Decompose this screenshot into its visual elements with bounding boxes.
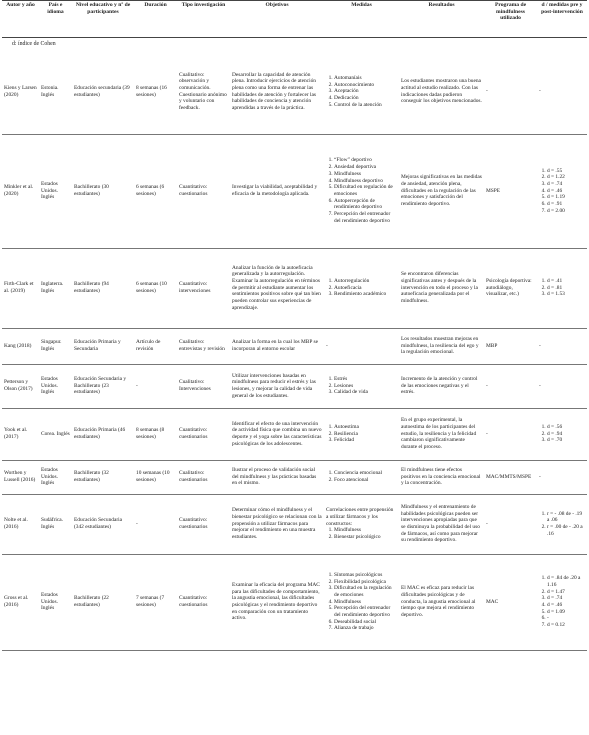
list-item: 2. Ansiedad deportiva	[334, 164, 397, 171]
d-cell: -	[537, 460, 587, 494]
list-item: 6. Autopercepción de rendimiento deportivo	[334, 198, 397, 211]
list-item: 2. d = 1.22	[547, 174, 585, 181]
measures-cell	[324, 460, 399, 494]
measures-cell	[324, 134, 399, 248]
numbered-list	[326, 470, 397, 483]
author-cell: Petterson y Olson (2017)	[2, 364, 39, 408]
duration-cell: -	[134, 364, 177, 408]
list-item: 3. Mindfulness	[334, 171, 397, 178]
table-row	[2, 494, 587, 554]
list-item: 2. Flexibilidad psicológica	[334, 579, 397, 586]
list-item: 1. “Flow” deportivo	[334, 157, 397, 164]
country-cell: Singapur. Inglés	[39, 328, 72, 364]
numbered-list	[326, 424, 397, 444]
list-item: 2. Lesiones	[334, 383, 397, 390]
list-item: 1. d = .55	[547, 168, 585, 175]
objectives-cell: Identificar el efecto de una intervención de actividad física que combina un nuevo deporte y el yoga sobre las características psicológicas de los adolescentes.	[230, 408, 324, 460]
objectives-cell: Ilustrar el proceso de validación social del mindfulness y las prácticas basadas en el mismo.	[230, 460, 324, 494]
country-cell: Estados Unidos. Inglés	[39, 364, 72, 408]
list-item: 3. Calidad de vida	[334, 389, 397, 396]
numbered-list	[326, 376, 397, 396]
table-body	[2, 38, 587, 651]
country-cell: Estados Unidos. Inglés	[39, 554, 72, 650]
numbered-list	[326, 278, 397, 298]
duration-cell: 10 semanas (10 sesiones)	[134, 460, 177, 494]
author-cell: Kiens y Larsen (2020)	[2, 50, 39, 134]
country-cell: Estados Unidos. Inglés	[39, 460, 72, 494]
list-item: 1. r = - .08 de - .19 a .06	[547, 511, 585, 524]
results-cell: Incremento de la atención y control de las emociones negativas y el estrés.	[399, 364, 484, 408]
list-item: 4. Dedicación	[334, 95, 397, 102]
column-header: Medidas	[324, 1, 399, 38]
program-cell: MAC/MMTS/MSPE	[484, 460, 537, 494]
list-item: 4. Mindfulness	[334, 599, 397, 606]
duration-cell: 6 semanas (6 sesiones)	[134, 134, 177, 248]
results-cell: Los resultados muestran mejoras en mindfulness, la resiliencia del ego y la regulación emocional.	[399, 328, 484, 364]
results-cell: Mindfulness y el entrenamiento de habilidades psicológicas pueden ser intervenciones apropiadas para que se disminuya la probabilidad del uso de fármacos, así como para mejorar su rendimiento deportivo.	[399, 494, 484, 554]
type-cell: Cuantitativo: cuestionarios	[177, 408, 230, 460]
column-header: Nivel educativo y nº de participantes	[72, 1, 134, 38]
list-item: 1. Síntomas psicológicos	[334, 572, 397, 579]
measures-cell	[324, 248, 399, 328]
list-item: 1. d = .41	[547, 278, 585, 285]
duration-cell: 6 semanas (10 sesiones)	[134, 248, 177, 328]
level-cell: Educación Primaria (46 estudiantes)	[72, 408, 134, 460]
numbered-list	[539, 168, 585, 215]
list-item: 3. Aceptación	[334, 88, 397, 95]
list-item: 2. Autoconocimiento	[334, 82, 397, 89]
program-cell: -	[484, 364, 537, 408]
duration-cell: 8 semanas (8 sesiones)	[134, 408, 177, 460]
list-item: 5. Percepción del entrenador del rendimiento deportivo	[334, 605, 397, 618]
list-item: 2. Resiliencia	[334, 431, 397, 438]
table-row	[2, 554, 587, 650]
type-cell: Cualitativo: entrevistas y revisión	[177, 328, 230, 364]
program-cell: -	[484, 494, 537, 554]
program-cell: MAC	[484, 554, 537, 650]
duration-cell: 7 semanas (7 sesiones)	[134, 554, 177, 650]
measures-cell	[324, 494, 399, 554]
country-cell: Corea. Inglés	[39, 408, 72, 460]
level-cell: Bachillerato (22 estudiantes)	[72, 554, 134, 650]
column-header: Autor y año	[2, 1, 39, 38]
table-row	[2, 364, 587, 408]
author-cell: Nolte et al. (2016)	[2, 494, 39, 554]
objectives-cell: Desarrollar la capacidad de atención plena. Introducir ejercicios de atención plena como una forma de entrenar las habilidades de atención y fortalecer las habilidades de conciencia y atención aprendidas a través de la práctica.	[230, 50, 324, 134]
list-item: 1. Autoestima	[334, 424, 397, 431]
author-cell: Worthen y Lussell (2016)	[2, 460, 39, 494]
list-item: 1. Autorregulación	[334, 278, 397, 285]
list-item: 5. d = 1.09	[547, 609, 585, 616]
author-cell: Yook et al. (2017)	[2, 408, 39, 460]
results-cell: Mejoras significativas en las medidas de ansiedad, atención plena, dificultades en la regulación de las emociones y satisfacción del rendimiento deportivo.	[399, 134, 484, 248]
objectives-cell: Analizar la forma en la cual los MBP se incorporan al entorno escolar	[230, 328, 324, 364]
author-cell: Gross et al. (2016)	[2, 554, 39, 650]
list-item: 2. Autoeficacia	[334, 285, 397, 292]
list-item: 4. Mindfulness deportivo	[334, 178, 397, 185]
list-item: 1. Estrés	[334, 376, 397, 383]
author-cell: Firth-Clark et al. (2019)	[2, 248, 39, 328]
list-item: 1. d = .84 de .20 a 1.16	[547, 575, 585, 588]
column-header: Programa de mindfulness utilizado	[484, 1, 537, 38]
d-cell	[537, 408, 587, 460]
country-cell: Estonia. Inglés	[39, 50, 72, 134]
numbered-list	[326, 75, 397, 109]
level-cell: Bachillerato (32 estudiantes)	[72, 460, 134, 494]
list-item: 5. Dificultad en regulación de emociones	[334, 184, 397, 197]
list-item: 1. Mindfulness	[334, 527, 397, 534]
results-cell: Los estudiantes mostraron una buena actitud al estudio realizado. Con las indicaciones dadas pudieron conseguir los objetivos mencionados.	[399, 50, 484, 134]
list-item: 1. d = .56	[547, 424, 585, 431]
list-item: 2. Foco atencional	[334, 477, 397, 484]
list-item: 3. Rendimiento académico	[334, 291, 397, 298]
list-item: 2. d = 1.47	[547, 589, 585, 596]
country-cell: Inglaterra. Inglés	[39, 248, 72, 328]
column-header: Resultados	[399, 1, 484, 38]
list-item: 3. d = .74	[547, 595, 585, 602]
results-cell: El mindfulness tiene efectos positivos en la conciencia emocional y la concentración.	[399, 460, 484, 494]
column-header: Objetivos	[230, 1, 324, 38]
author-cell: Minkler et al. (2020)	[2, 134, 39, 248]
numbered-list	[326, 527, 397, 540]
list-item: 7. Percepción del entrenador del rendimiento deportivo	[334, 211, 397, 224]
column-header: d / medidas pre y post-intervención	[537, 1, 587, 38]
list-item: 2. d = .94	[547, 431, 585, 438]
duration-cell: 8 semanas (16 sesiones)	[134, 50, 177, 134]
cohen-note-row	[2, 38, 587, 51]
table-row	[2, 328, 587, 364]
table-row	[2, 134, 587, 248]
numbered-list	[539, 575, 585, 629]
list-item: 6. d = .91	[547, 201, 585, 208]
measures-cell	[324, 408, 399, 460]
column-header: Duración	[134, 1, 177, 38]
list-item: 1. Conciencia emocional	[334, 470, 397, 477]
results-cell: El MAC es eficaz para reducir las dificultades psicológicas y de conducta, la angustia emocional al tiempo que mejora el rendimiento deportivo.	[399, 554, 484, 650]
level-cell: Educación Secundaria y Bachillerato (23 estudiantes)	[72, 364, 134, 408]
table-row	[2, 408, 587, 460]
table-row	[2, 248, 587, 328]
list-item: 2. d = .81	[547, 285, 585, 292]
d-cell	[537, 248, 587, 328]
objectives-cell: Investigar la viabilidad, aceptabilidad y eficacia de la metodología aplicada.	[230, 134, 324, 248]
list-item: 7. Alianza de trabajo	[334, 625, 397, 632]
column-header: País e idioma	[39, 1, 72, 38]
program-cell: MBP	[484, 328, 537, 364]
numbered-list	[539, 278, 585, 298]
list-item: 6. Deseabilidad social	[334, 619, 397, 626]
list-item: 3. Dificultad en la regulación de emociones	[334, 585, 397, 598]
d-cell: -	[537, 364, 587, 408]
list-item: 2. Bienestar psicológico	[334, 534, 397, 541]
objectives-cell: Analizar la función de la autoeficacia generalizada y la autorregulación. Examinar la autorregulación en términos de permitir al estudiante aumentar los sentimientos positivos sobre qué tan bien pueden controlar sus experiencias de aprendizaje.	[230, 248, 324, 328]
country-cell: Estados Unidos. Inglés	[39, 134, 72, 248]
cohen-note: d: índice de Cohen	[12, 40, 56, 47]
list-item: 7. d = 2.00	[547, 208, 585, 215]
results-cell: En el grupo experimental, la autoestima de los participantes del estudio, la resiliencia y la felicidad cambiaron significativamente durante el proceso.	[399, 408, 484, 460]
d-cell	[537, 554, 587, 650]
level-cell: Educación Secundaria (342 estudiantes)	[72, 494, 134, 554]
level-cell: Bachillerato (30 estudiantes)	[72, 134, 134, 248]
list-item: 3. d = 1.53	[547, 291, 585, 298]
table-header-row	[2, 1, 587, 38]
list-item: 5. Control de la atención	[334, 102, 397, 109]
measures-intro: Correlaciones entre propensión a utilizar fármacos y los constructos:	[326, 507, 394, 527]
measures-cell	[324, 50, 399, 134]
studies-table	[2, 0, 587, 651]
author-cell: Kang (2018)	[2, 328, 39, 364]
level-cell: Educación Primaria y Secundaria	[72, 328, 134, 364]
measures-cell	[324, 554, 399, 650]
list-item: 2. r = .00 de - .20 a .16	[547, 524, 585, 537]
measures-cell: -	[324, 328, 399, 364]
type-cell: Cuantitativo: intervenciones	[177, 248, 230, 328]
list-item: 3. Felicidad	[334, 437, 397, 444]
objectives-cell: Utilizar intervenciones basadas en mindfulness para reducir el estrés y las lesiones, y mejorar la calidad de vida general de los estudiantes.	[230, 364, 324, 408]
list-item: 4. d = .46	[547, 188, 585, 195]
list-item: 4. d = .46	[547, 602, 585, 609]
d-cell: -	[537, 50, 587, 134]
measures-cell	[324, 364, 399, 408]
type-cell: Cualitativo: observación y comunicación. Cuestionario anónimo y voluntario con feedback.	[177, 50, 230, 134]
results-cell: Se encontraron diferencias significativas antes y después de la intervención en todo el proceso y la autoeficacia generalizada por el mindfulness.	[399, 248, 484, 328]
list-item: 7. d = 0.12	[547, 622, 585, 629]
d-cell: -	[537, 328, 587, 364]
d-cell	[537, 134, 587, 248]
level-cell: Educación secundaria (39 estudiantes)	[72, 50, 134, 134]
program-cell: MSPE	[484, 134, 537, 248]
list-item: 5. d = 1.19	[547, 194, 585, 201]
table-row	[2, 50, 587, 134]
list-item: 3. d = .74	[547, 181, 585, 188]
type-cell: Cuantitativo: cuestionarios	[177, 494, 230, 554]
type-cell: Cualitativo: cuestionarios	[177, 460, 230, 494]
objectives-cell: Examinar la eficacia del programa MAC para las dificultades de comportamiento, la angustia emocional, las dificultades psicológicas y el rendimiento deportivo en comparación con un tratamiento activo.	[230, 554, 324, 650]
program-cell: Psicología deportiva: autodiálogo, visualizar, etc.)	[484, 248, 537, 328]
duration-cell: Artículo de revisión	[134, 328, 177, 364]
numbered-list	[326, 572, 397, 632]
program-cell: -	[484, 408, 537, 460]
objectives-cell: Determinar cómo el mindfulness y el bienestar psicológico se relacionan con la propensión a utilizar fármacos para mejorar el rendimiento en una muestra estudiantes.	[230, 494, 324, 554]
column-header: Tipo investigación	[177, 1, 230, 38]
program-cell: -	[484, 50, 537, 134]
d-cell	[537, 494, 587, 554]
type-cell: Cuantitativo: cuestionarios	[177, 554, 230, 650]
table-row	[2, 460, 587, 494]
type-cell: Cualitativo: Intervenciones	[177, 364, 230, 408]
country-cell: Sudáfrica. Inglés	[39, 494, 72, 554]
numbered-list	[326, 157, 397, 224]
numbered-list	[539, 511, 585, 538]
level-cell: Bachillerato (94 estudiantes)	[72, 248, 134, 328]
duration-cell: -	[134, 494, 177, 554]
list-item: 6. -	[547, 615, 585, 622]
numbered-list	[539, 424, 585, 444]
type-cell: Cuantitativo: cuestionarios	[177, 134, 230, 248]
list-item: 1. Automaníais	[334, 75, 397, 82]
list-item: 3. d = .70	[547, 437, 585, 444]
